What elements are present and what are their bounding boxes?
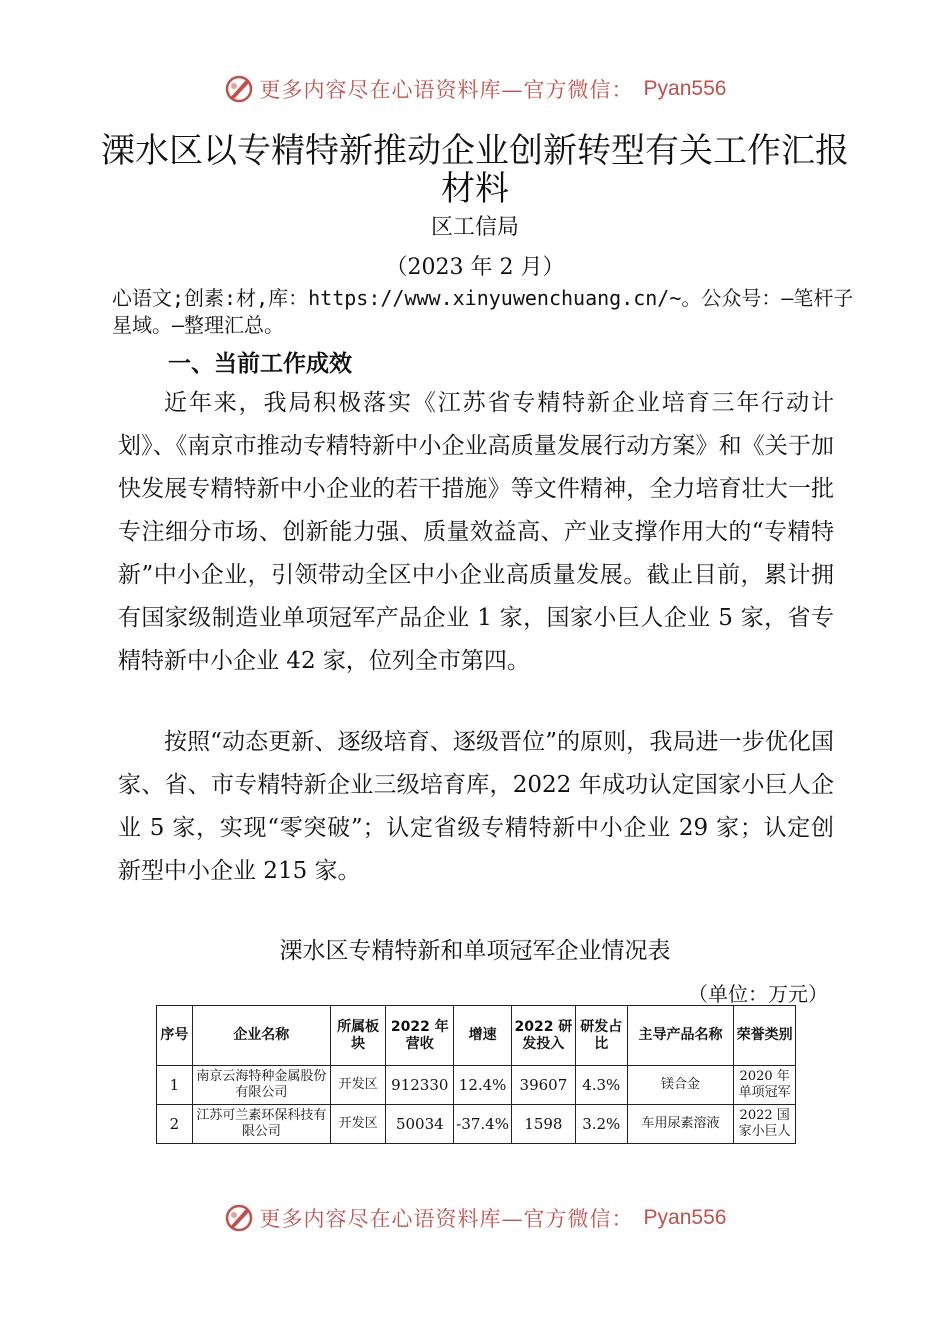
document-date: （2023 年 2 月） [385, 255, 565, 280]
cell-rd-investment: 39607 [511, 1066, 575, 1105]
cell-company: 南京云海特种金属股份有限公司 [192, 1066, 330, 1105]
paragraph-2: 按照“动态更新、逐级培育、逐级晋位”的原则，我局进一步优化国家、省、市专精特新企业三级培育库，2022 年成功认定国家小巨人企业 5 家，实现“零突破”；认定省级专精特新中小企业 29 家；认定创新型中小企业 215 家。 [118, 729, 834, 884]
document-title: 溧水区以专精特新推动企业创新转型有关工作汇报材料 [101, 131, 849, 209]
pen-logo-icon [224, 1203, 254, 1233]
table-unit: （单位：万元） [688, 982, 828, 1006]
cell-rd-ratio: 4.3% [575, 1066, 627, 1105]
source-note: 心语文;创素:材,库：https://www.xinyuwenchuang.cn/~。公众号：—笔杆子星域。—整理汇总。 [112, 286, 854, 337]
watermark-text: 更多内容尽在心语资料库—官方微信： [259, 1207, 634, 1231]
cell-index: 2 [157, 1105, 193, 1144]
cell-honor: 2022 国家小巨人 [734, 1105, 796, 1144]
table-title: 溧水区专精特新和单项冠军企业情况表 [279, 938, 671, 964]
cell-honor: 2020 年单项冠军 [734, 1066, 796, 1105]
header-growth: 增速 [454, 1006, 512, 1066]
header-honor: 荣誉类别 [734, 1006, 796, 1066]
cell-rd-investment: 1598 [511, 1105, 575, 1144]
table-header-row [157, 1006, 796, 1066]
document-author: 区工信局 [430, 215, 519, 240]
header-main-product: 主导产品名称 [627, 1006, 734, 1066]
cell-company: 江苏可兰素环保科技有限公司 [192, 1105, 330, 1144]
watermark-wechat-id: Pyan556 [643, 1206, 727, 1229]
watermark-top [0, 74, 950, 104]
cell-district: 开发区 [330, 1105, 385, 1144]
watermark-text: 更多内容尽在心语资料库—官方微信： [259, 78, 634, 102]
cell-growth: -37.4% [454, 1105, 512, 1144]
cell-district: 开发区 [330, 1066, 385, 1105]
cell-main-product: 车用尿素溶液 [627, 1105, 734, 1144]
section-heading-1: 一、当前工作成效 [168, 351, 352, 377]
cell-revenue: 912330 [386, 1066, 454, 1105]
watermark-wechat-id: Pyan556 [643, 77, 727, 100]
cell-main-product: 镁合金 [627, 1066, 734, 1105]
header-rd-investment: 2022 研发投入 [511, 1006, 575, 1066]
cell-rd-ratio: 3.2% [575, 1105, 627, 1144]
cell-growth: 12.4% [454, 1066, 512, 1105]
cell-revenue: 50034 [386, 1105, 454, 1144]
table-row [157, 1066, 796, 1105]
enterprise-table [156, 1005, 796, 1144]
pen-logo-icon [224, 74, 254, 104]
header-index: 序号 [157, 1006, 193, 1066]
header-revenue: 2022 年营收 [386, 1006, 454, 1066]
watermark-bottom [0, 1203, 950, 1233]
cell-index: 1 [157, 1066, 193, 1105]
table-row [157, 1105, 796, 1144]
paragraph-1: 近年来，我局积极落实《江苏省专精特新企业培育三年行动计划》、《南京市推动专精特新中小企业高质量发展行动方案》和《关于加快发展专精特新中小企业的若干措施》等文件精神，全力培育壮大一批专注细分市场、创新能力强、质量效益高、产业支撑作用大的“专精特新”中小企业，引领带动全区中小企业高质量发展。截止目前，累计拥有国家级制造业单项冠军产品企业 1 家，国家小巨人企业 5 家，省专精特新中小企业 42 家，位列全市第四。 [118, 390, 834, 674]
header-district: 所属板块 [330, 1006, 385, 1066]
header-rd-ratio: 研发占比 [575, 1006, 627, 1066]
header-company: 企业名称 [192, 1006, 330, 1066]
